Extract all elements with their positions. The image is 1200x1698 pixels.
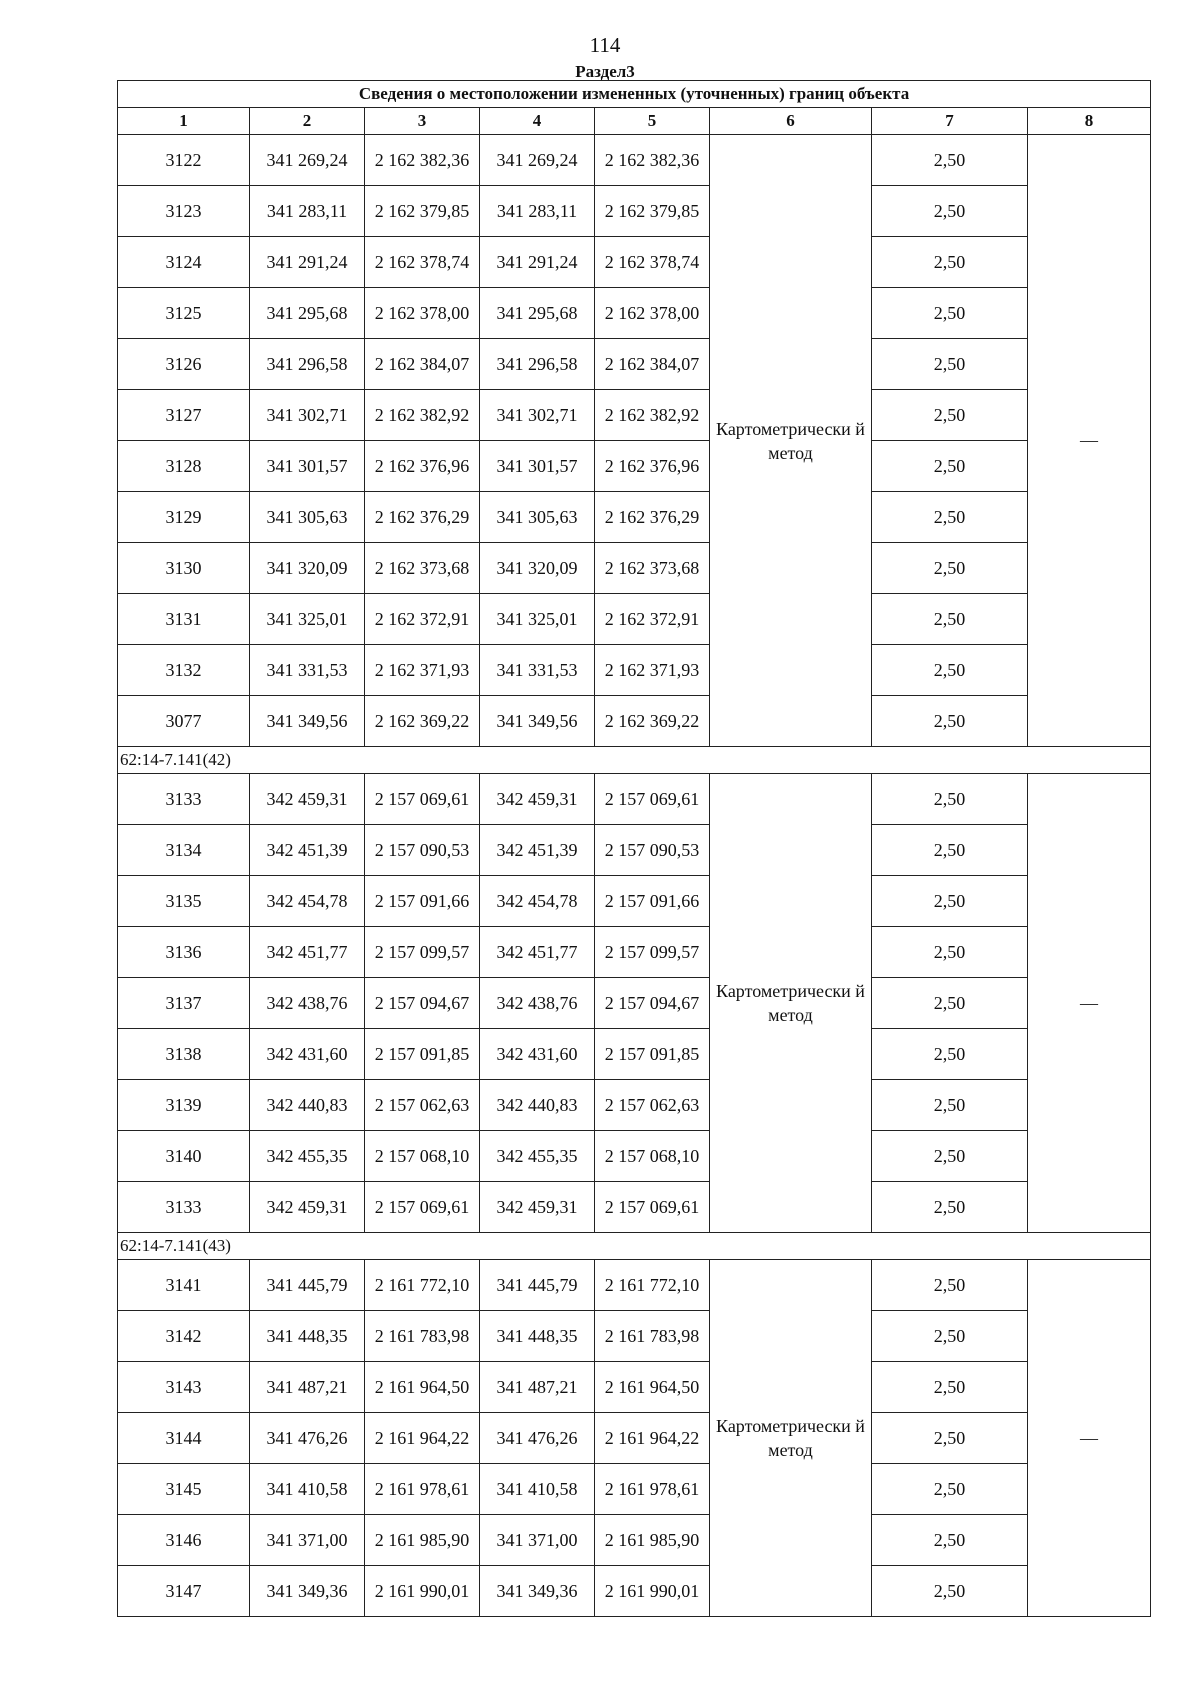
coordinate-cell: 2 157 069,61 (595, 1182, 710, 1233)
table-caption: Сведения о местоположении измененных (уточненных) границ объекта (118, 81, 1151, 108)
accuracy-cell: 2,50 (872, 1311, 1028, 1362)
column-number: 7 (872, 108, 1028, 135)
coordinate-cell: 2 162 378,74 (365, 237, 480, 288)
coordinate-cell: 2 162 376,29 (595, 492, 710, 543)
coordinate-cell: 2 157 099,57 (365, 927, 480, 978)
coordinate-cell: 341 349,36 (480, 1566, 595, 1617)
accuracy-cell: 2,50 (872, 441, 1028, 492)
point-number-cell: 3122 (118, 135, 250, 186)
coordinate-cell: 2 162 372,91 (365, 594, 480, 645)
table-row (118, 492, 1151, 543)
coordinate-cell: 2 162 382,36 (595, 135, 710, 186)
table-row (118, 1260, 1151, 1311)
coordinate-cell: 341 320,09 (480, 543, 595, 594)
coordinate-cell: 341 331,53 (480, 645, 595, 696)
accuracy-cell: 2,50 (872, 135, 1028, 186)
coordinate-cell: 2 157 094,67 (595, 978, 710, 1029)
coordinate-cell: 2 162 371,93 (595, 645, 710, 696)
accuracy-cell: 2,50 (872, 825, 1028, 876)
coordinate-cell: 341 291,24 (480, 237, 595, 288)
point-number-cell: 3077 (118, 696, 250, 747)
column-number: 2 (250, 108, 365, 135)
point-number-cell: 3131 (118, 594, 250, 645)
coordinate-cell: 341 349,36 (250, 1566, 365, 1617)
table-row (118, 876, 1151, 927)
coordinate-cell: 342 454,78 (250, 876, 365, 927)
coordinate-cell: 341 269,24 (250, 135, 365, 186)
column-number: 3 (365, 108, 480, 135)
coordinate-cell: 341 320,09 (250, 543, 365, 594)
coordinate-cell: 2 162 369,22 (365, 696, 480, 747)
table-row (118, 186, 1151, 237)
accuracy-cell: 2,50 (872, 543, 1028, 594)
coordinate-cell: 2 157 069,61 (595, 774, 710, 825)
coordinate-cell: 342 440,83 (250, 1080, 365, 1131)
coordinate-cell: 2 162 373,68 (365, 543, 480, 594)
coordinate-cell: 341 410,58 (250, 1464, 365, 1515)
table-row (118, 1464, 1151, 1515)
coordinate-cell: 2 162 369,22 (595, 696, 710, 747)
coordinate-cell: 2 157 069,61 (365, 774, 480, 825)
table-row (118, 1566, 1151, 1617)
parcel-label: 62:14-7.141(43) (118, 1233, 1151, 1260)
point-number-cell: 3124 (118, 237, 250, 288)
table-row (118, 1029, 1151, 1080)
column-number: 5 (595, 108, 710, 135)
coordinate-cell: 2 157 099,57 (595, 927, 710, 978)
coordinate-cell: 341 269,24 (480, 135, 595, 186)
accuracy-cell: 2,50 (872, 186, 1028, 237)
accuracy-cell: 2,50 (872, 927, 1028, 978)
coordinate-cell: 2 162 376,96 (595, 441, 710, 492)
coordinate-cell: 2 162 384,07 (365, 339, 480, 390)
coordinate-cell: 2 157 090,53 (595, 825, 710, 876)
coordinate-cell: 2 161 964,50 (365, 1362, 480, 1413)
point-number-cell: 3136 (118, 927, 250, 978)
accuracy-cell: 2,50 (872, 1464, 1028, 1515)
accuracy-cell: 2,50 (872, 288, 1028, 339)
coordinate-cell: 2 161 985,90 (365, 1515, 480, 1566)
coordinate-cell: 341 283,11 (480, 186, 595, 237)
point-number-cell: 3128 (118, 441, 250, 492)
point-number-cell: 3132 (118, 645, 250, 696)
method-cell: Картометрически й метод (710, 1260, 872, 1617)
accuracy-cell: 2,50 (872, 492, 1028, 543)
coordinate-cell: 341 301,57 (480, 441, 595, 492)
table-row (118, 696, 1151, 747)
point-number-cell: 3142 (118, 1311, 250, 1362)
group-label-row (118, 1233, 1151, 1260)
accuracy-cell: 2,50 (872, 339, 1028, 390)
coordinate-cell: 2 157 062,63 (595, 1080, 710, 1131)
column-number-row (118, 108, 1151, 135)
coordinate-cell: 341 305,63 (250, 492, 365, 543)
coordinate-cell: 2 157 091,85 (595, 1029, 710, 1080)
group-label-row (118, 747, 1151, 774)
note-cell: — (1028, 135, 1151, 747)
note-cell: — (1028, 1260, 1151, 1617)
note-cell: — (1028, 774, 1151, 1233)
point-number-cell: 3133 (118, 1182, 250, 1233)
coordinate-cell: 2 157 068,10 (365, 1131, 480, 1182)
coordinate-cell: 342 459,31 (480, 1182, 595, 1233)
column-number: 1 (118, 108, 250, 135)
coordinate-cell: 341 325,01 (250, 594, 365, 645)
table-row (118, 774, 1151, 825)
coordinate-cell: 342 451,39 (480, 825, 595, 876)
coordinate-cell: 342 438,76 (250, 978, 365, 1029)
coordinate-cell: 341 349,56 (250, 696, 365, 747)
accuracy-cell: 2,50 (872, 1131, 1028, 1182)
coordinate-cell: 341 445,79 (250, 1260, 365, 1311)
table-row (118, 288, 1151, 339)
column-number: 4 (480, 108, 595, 135)
coordinate-cell: 2 157 068,10 (595, 1131, 710, 1182)
coordinate-cell: 2 161 783,98 (365, 1311, 480, 1362)
coordinate-cell: 2 157 069,61 (365, 1182, 480, 1233)
coordinate-cell: 2 162 378,74 (595, 237, 710, 288)
page-number: 114 (589, 33, 621, 57)
coordinate-cell: 341 476,26 (250, 1413, 365, 1464)
point-number-cell: 3140 (118, 1131, 250, 1182)
point-number-cell: 3126 (118, 339, 250, 390)
coordinate-cell: 341 349,56 (480, 696, 595, 747)
point-number-cell: 3146 (118, 1515, 250, 1566)
accuracy-cell: 2,50 (872, 645, 1028, 696)
table-row (118, 339, 1151, 390)
table-row (118, 594, 1151, 645)
coordinate-cell: 2 161 990,01 (595, 1566, 710, 1617)
coordinate-cell: 2 162 379,85 (595, 186, 710, 237)
coordinate-cell: 341 295,68 (250, 288, 365, 339)
coordinate-cell: 342 431,60 (250, 1029, 365, 1080)
coordinate-cell: 341 371,00 (480, 1515, 595, 1566)
coordinate-cell: 2 161 985,90 (595, 1515, 710, 1566)
table-row (118, 543, 1151, 594)
point-number-cell: 3133 (118, 774, 250, 825)
coordinate-cell: 2 161 772,10 (595, 1260, 710, 1311)
accuracy-cell: 2,50 (872, 1260, 1028, 1311)
point-number-cell: 3137 (118, 978, 250, 1029)
table-row (118, 237, 1151, 288)
accuracy-cell: 2,50 (872, 1566, 1028, 1617)
point-number-cell: 3141 (118, 1260, 250, 1311)
accuracy-cell: 2,50 (872, 978, 1028, 1029)
coordinate-cell: 2 157 091,66 (595, 876, 710, 927)
accuracy-cell: 2,50 (872, 774, 1028, 825)
coordinate-cell: 341 302,71 (480, 390, 595, 441)
coordinate-cell: 2 161 964,22 (595, 1413, 710, 1464)
table-row (118, 978, 1151, 1029)
coordinate-cell: 2 162 382,36 (365, 135, 480, 186)
coordinate-cell: 2 162 371,93 (365, 645, 480, 696)
accuracy-cell: 2,50 (872, 1413, 1028, 1464)
coordinate-cell: 342 459,31 (250, 774, 365, 825)
accuracy-cell: 2,50 (872, 1080, 1028, 1131)
point-number-cell: 3144 (118, 1413, 250, 1464)
accuracy-cell: 2,50 (872, 1029, 1028, 1080)
coordinate-cell: 2 157 091,66 (365, 876, 480, 927)
coordinate-cell: 2 157 062,63 (365, 1080, 480, 1131)
point-number-cell: 3129 (118, 492, 250, 543)
coordinate-cell: 2 157 090,53 (365, 825, 480, 876)
point-number-cell: 3147 (118, 1566, 250, 1617)
parcel-label: 62:14-7.141(42) (118, 747, 1151, 774)
coordinate-cell: 2 162 373,68 (595, 543, 710, 594)
section-title: Раздел3 (575, 62, 635, 81)
coordinate-cell: 2 162 382,92 (365, 390, 480, 441)
table-row (118, 1515, 1151, 1566)
point-number-cell: 3138 (118, 1029, 250, 1080)
table-row (118, 927, 1151, 978)
coordinate-cell: 342 451,77 (480, 927, 595, 978)
accuracy-cell: 2,50 (872, 1515, 1028, 1566)
coordinate-cell: 2 162 376,96 (365, 441, 480, 492)
coordinate-cell: 2 161 978,61 (595, 1464, 710, 1515)
coordinate-cell: 2 162 378,00 (595, 288, 710, 339)
coordinate-cell: 341 302,71 (250, 390, 365, 441)
coordinate-cell: 342 455,35 (480, 1131, 595, 1182)
point-number-cell: 3127 (118, 390, 250, 441)
coordinate-cell: 341 296,58 (480, 339, 595, 390)
coordinate-cell: 2 162 382,92 (595, 390, 710, 441)
table-row (118, 1131, 1151, 1182)
accuracy-cell: 2,50 (872, 390, 1028, 441)
column-number: 6 (710, 108, 872, 135)
coordinate-cell: 2 161 990,01 (365, 1566, 480, 1617)
table-row (118, 1080, 1151, 1131)
table-row (118, 1182, 1151, 1233)
accuracy-cell: 2,50 (872, 594, 1028, 645)
point-number-cell: 3130 (118, 543, 250, 594)
coordinate-cell: 2 162 372,91 (595, 594, 710, 645)
coordinate-cell: 342 431,60 (480, 1029, 595, 1080)
table-row (118, 825, 1151, 876)
coordinate-cell: 2 157 094,67 (365, 978, 480, 1029)
coordinate-cell: 2 161 978,61 (365, 1464, 480, 1515)
coordinate-cell: 2 161 783,98 (595, 1311, 710, 1362)
coordinate-cell: 342 454,78 (480, 876, 595, 927)
accuracy-cell: 2,50 (872, 1182, 1028, 1233)
coordinate-cell: 341 448,35 (250, 1311, 365, 1362)
coordinate-cell: 2 157 091,85 (365, 1029, 480, 1080)
coordinate-cell: 341 331,53 (250, 645, 365, 696)
coordinate-cell: 341 296,58 (250, 339, 365, 390)
coordinate-cell: 2 161 772,10 (365, 1260, 480, 1311)
coordinate-cell: 341 283,11 (250, 186, 365, 237)
coordinate-cell: 341 295,68 (480, 288, 595, 339)
table-row (118, 135, 1151, 186)
point-number-cell: 3143 (118, 1362, 250, 1413)
coordinate-cell: 342 440,83 (480, 1080, 595, 1131)
coordinate-cell: 342 455,35 (250, 1131, 365, 1182)
coordinate-cell: 341 476,26 (480, 1413, 595, 1464)
coordinate-cell: 341 410,58 (480, 1464, 595, 1515)
coordinate-cell: 341 487,21 (480, 1362, 595, 1413)
coordinate-cell: 2 161 964,50 (595, 1362, 710, 1413)
point-number-cell: 3135 (118, 876, 250, 927)
accuracy-cell: 2,50 (872, 876, 1028, 927)
coordinate-cell: 341 291,24 (250, 237, 365, 288)
coordinate-cell: 341 301,57 (250, 441, 365, 492)
accuracy-cell: 2,50 (872, 1362, 1028, 1413)
coordinate-cell: 2 162 376,29 (365, 492, 480, 543)
accuracy-cell: 2,50 (872, 237, 1028, 288)
table-caption-row (118, 81, 1151, 108)
coordinate-cell: 342 451,39 (250, 825, 365, 876)
table-row (118, 390, 1151, 441)
point-number-cell: 3123 (118, 186, 250, 237)
table-row (118, 1362, 1151, 1413)
coordinate-cell: 341 325,01 (480, 594, 595, 645)
boundary-coordinates-table (117, 80, 1151, 1617)
accuracy-cell: 2,50 (872, 696, 1028, 747)
coordinate-cell: 341 371,00 (250, 1515, 365, 1566)
coordinate-cell: 2 162 379,85 (365, 186, 480, 237)
point-number-cell: 3139 (118, 1080, 250, 1131)
table-row (118, 1413, 1151, 1464)
coordinate-cell: 342 459,31 (480, 774, 595, 825)
coordinate-cell: 342 459,31 (250, 1182, 365, 1233)
coordinate-cell: 341 445,79 (480, 1260, 595, 1311)
coordinate-cell: 341 487,21 (250, 1362, 365, 1413)
table-row (118, 1311, 1151, 1362)
point-number-cell: 3125 (118, 288, 250, 339)
point-number-cell: 3134 (118, 825, 250, 876)
coordinate-cell: 2 161 964,22 (365, 1413, 480, 1464)
coordinate-cell: 342 451,77 (250, 927, 365, 978)
coordinate-cell: 2 162 384,07 (595, 339, 710, 390)
table-row (118, 441, 1151, 492)
method-cell: Картометрически й метод (710, 135, 872, 747)
coordinate-cell: 341 448,35 (480, 1311, 595, 1362)
column-number: 8 (1028, 108, 1151, 135)
coordinate-cell: 341 305,63 (480, 492, 595, 543)
coordinate-cell: 342 438,76 (480, 978, 595, 1029)
point-number-cell: 3145 (118, 1464, 250, 1515)
table-row (118, 645, 1151, 696)
coordinate-cell: 2 162 378,00 (365, 288, 480, 339)
method-cell: Картометрически й метод (710, 774, 872, 1233)
